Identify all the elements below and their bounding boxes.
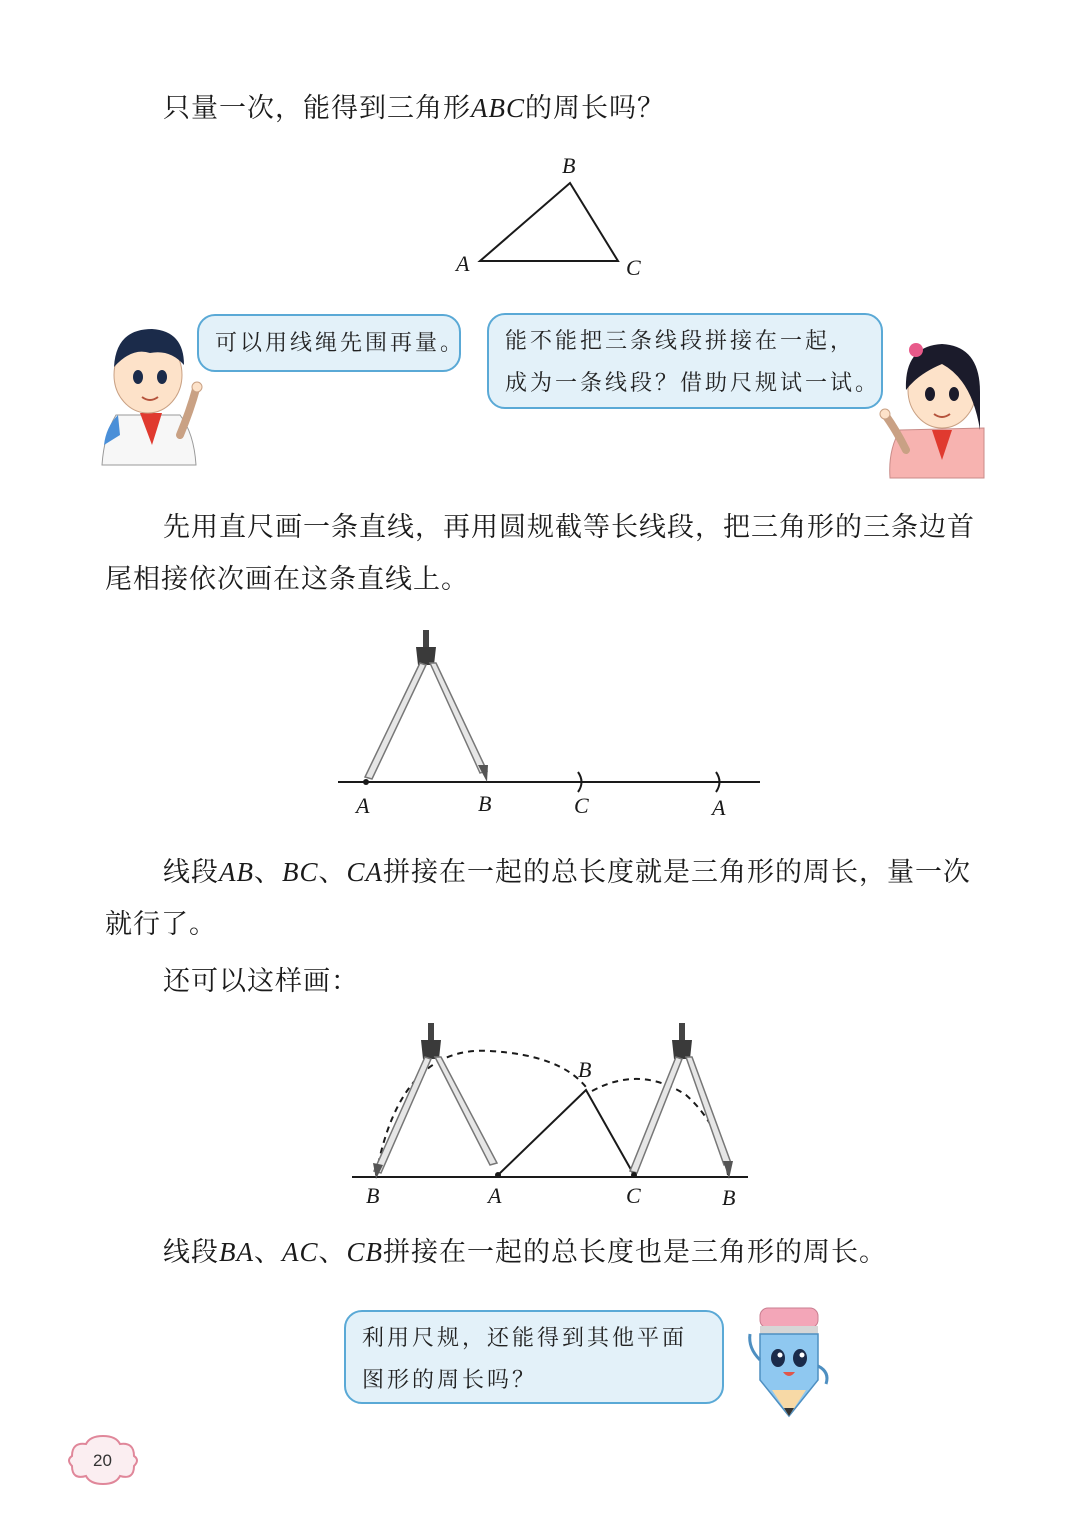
pencil-mascot: [738, 1300, 838, 1425]
question-math: ABC: [471, 93, 525, 123]
p2-post: 拼接在一起的总长度就是三角形的周长，量一次: [383, 857, 972, 888]
question-pre: 只量一次，能得到三角形: [163, 93, 471, 124]
pencil-speech-bubble: [344, 1310, 724, 1404]
figure-2-construction: [340, 1015, 760, 1215]
p4-post: 拼接在一起的总长度也是三角形的周长。: [383, 1237, 888, 1268]
paragraph-3-text: 还可以这样画：: [163, 966, 359, 997]
figure-1-construction: [330, 625, 770, 825]
pencil-bubble-line1: 利用尺规，还能得到其他平面: [362, 1326, 688, 1351]
paragraph-1: [105, 502, 975, 606]
p4-pre: 线段: [163, 1237, 219, 1268]
figure-2-arc-right: [592, 1079, 728, 1175]
figure-2-triangle: [498, 1090, 634, 1175]
figure-2-label-b1: B: [366, 1183, 380, 1208]
paragraph-2: [105, 846, 971, 951]
triangle-figure: [440, 145, 660, 285]
girl-bubble-line2: 成为一条线段？借助尺规试一试。: [505, 371, 881, 396]
compass-1: [365, 630, 488, 782]
paragraph-2-line2: 就行了。: [105, 909, 217, 940]
paragraph-1-line2: 尾相接依次画在这条直线上。: [105, 564, 469, 595]
boy-bubble-text: 可以用线绳先围再量。: [215, 331, 466, 356]
figure-2-label-a: A: [488, 1183, 502, 1208]
p4-sep2: 、: [318, 1237, 347, 1268]
boy-speech-bubble: [197, 314, 466, 372]
p2-pre: 线段: [163, 857, 219, 888]
compass-2-right: [630, 1023, 733, 1179]
p2-sep2: 、: [318, 857, 347, 888]
figure-1-label-c: C: [574, 793, 589, 818]
question-post: 的周长吗？: [525, 93, 665, 124]
figure-2-label-top-b: B: [578, 1057, 592, 1082]
figure-2-label-b2: B: [722, 1185, 736, 1210]
figure-1-label-a: A: [356, 793, 370, 818]
paragraph-4: [163, 1226, 887, 1279]
paragraph-2-line1: [105, 846, 971, 899]
girl-bubble-line1: 能不能把三条线段拼接在一起，: [505, 329, 856, 354]
question-text: [163, 82, 665, 135]
p4-sep1: 、: [254, 1237, 282, 1268]
figure-1-label-b: B: [478, 791, 492, 816]
page-number: 20: [93, 1451, 112, 1470]
p2-seg-ca: CA: [346, 857, 384, 887]
paragraph-3: [163, 956, 359, 1008]
triangle-label-a: A: [456, 251, 470, 276]
p2-sep1: 、: [254, 857, 282, 888]
p2-seg-ab: AB: [219, 857, 254, 887]
triangle-label-b: B: [562, 153, 576, 178]
p4-seg-ba: BA: [219, 1237, 254, 1267]
boy-illustration: [96, 315, 206, 470]
paragraph-1-line1: 先用直尺画一条直线，再用圆规截等长线段，把三角形的三条边首: [163, 512, 975, 543]
p2-seg-bc: BC: [282, 857, 319, 887]
girl-speech-bubble: [487, 313, 883, 409]
p4-seg-cb: CB: [346, 1237, 384, 1267]
girl-illustration: [876, 320, 988, 480]
figure-1-label-a2: A: [712, 795, 726, 820]
compass-2-left: [373, 1023, 497, 1179]
page-number-ornament: [66, 1432, 140, 1488]
triangle-abc: [480, 183, 618, 261]
figure-2-label-c: C: [626, 1183, 641, 1208]
pencil-bubble-line2: 图形的周长吗？: [362, 1368, 538, 1393]
p4-seg-ac: AC: [282, 1237, 319, 1267]
triangle-label-c: C: [626, 255, 641, 280]
